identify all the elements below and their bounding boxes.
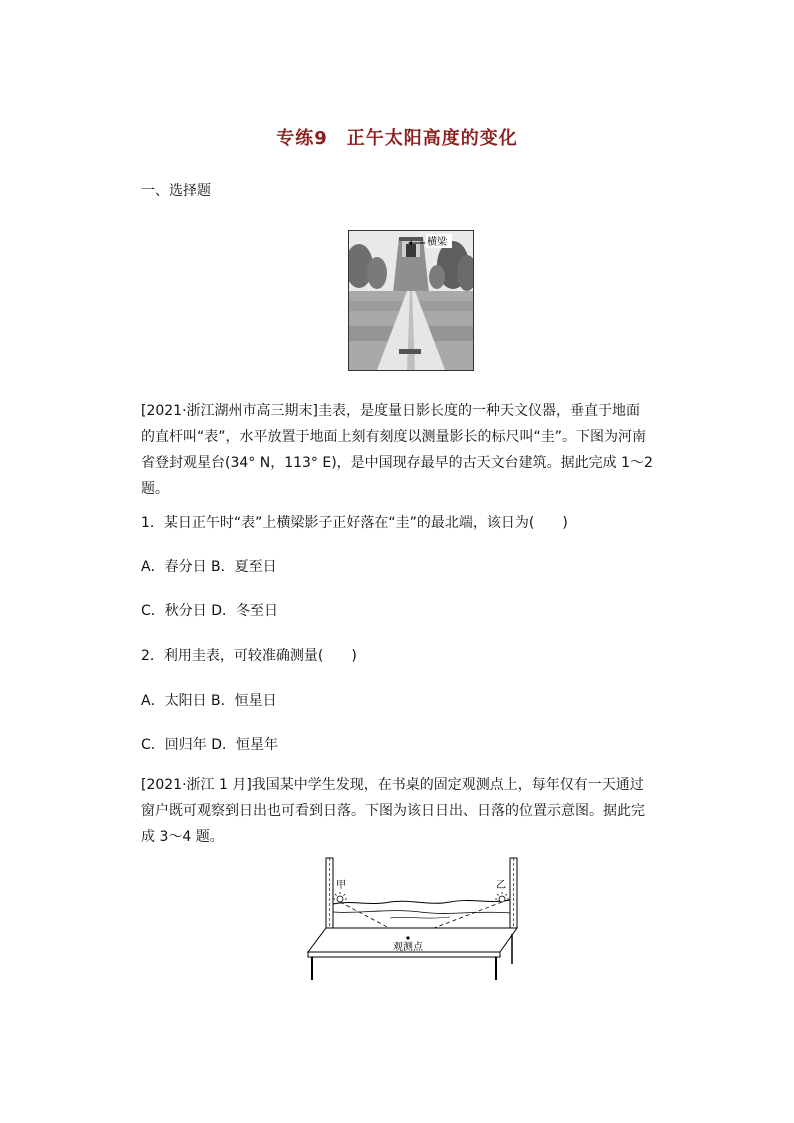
observatory-photo-graphic (349, 231, 473, 370)
question-2-options-ab: A．太阳日 B．恒星日 (141, 693, 277, 709)
observation-point-label: 观测点 (393, 942, 423, 953)
passage-2: [2021·浙江 1 月]我国某中学生发现，在书桌的固定观测点上，每年仅有一天通过窗户既可观察到日出也可看到日落。下图为该日日出、日落的位置示意图。据此完成 3～4 题。 (141, 777, 645, 845)
observatory-photo (348, 230, 474, 371)
sunrise-sunset-diagram (300, 856, 522, 980)
question-1-stem: 1．某日正午时“表”上横梁影子正好落在“圭”的最北端，该日为( ) (141, 515, 568, 531)
question-1-options-cd: C．秋分日 D．冬至日 (141, 603, 279, 619)
question-1-options-ab: A．春分日 B．夏至日 (141, 559, 277, 575)
question-2-options-cd: C．回归年 D．恒星年 (141, 737, 279, 753)
label-yi: 乙 (496, 880, 506, 891)
question-2-stem: 2．利用圭表，可较准确测量( ) (141, 648, 357, 664)
page-title: 专练9 正午太阳高度的变化 (276, 128, 518, 149)
sunrise-sun-icon (333, 892, 347, 902)
passage-1: [2021·浙江湖州市高三期末]圭表，是度量日影长度的一种天文仪器，垂直于地面的直杆叫“表”，水平放置于地面上刻有刻度以测量影长的标尺叫“圭”。下图为河南省登封观星台(34° N，113° E)，是中国现存最早的古天文台建筑。据此完成 1～2 题。 (141, 403, 653, 497)
sunrise-sunset-graphic (300, 856, 522, 980)
crossbeam-label: 横梁 (427, 237, 447, 248)
label-jia: 甲 (336, 880, 346, 891)
section-heading: 一、选择题 (141, 183, 211, 199)
